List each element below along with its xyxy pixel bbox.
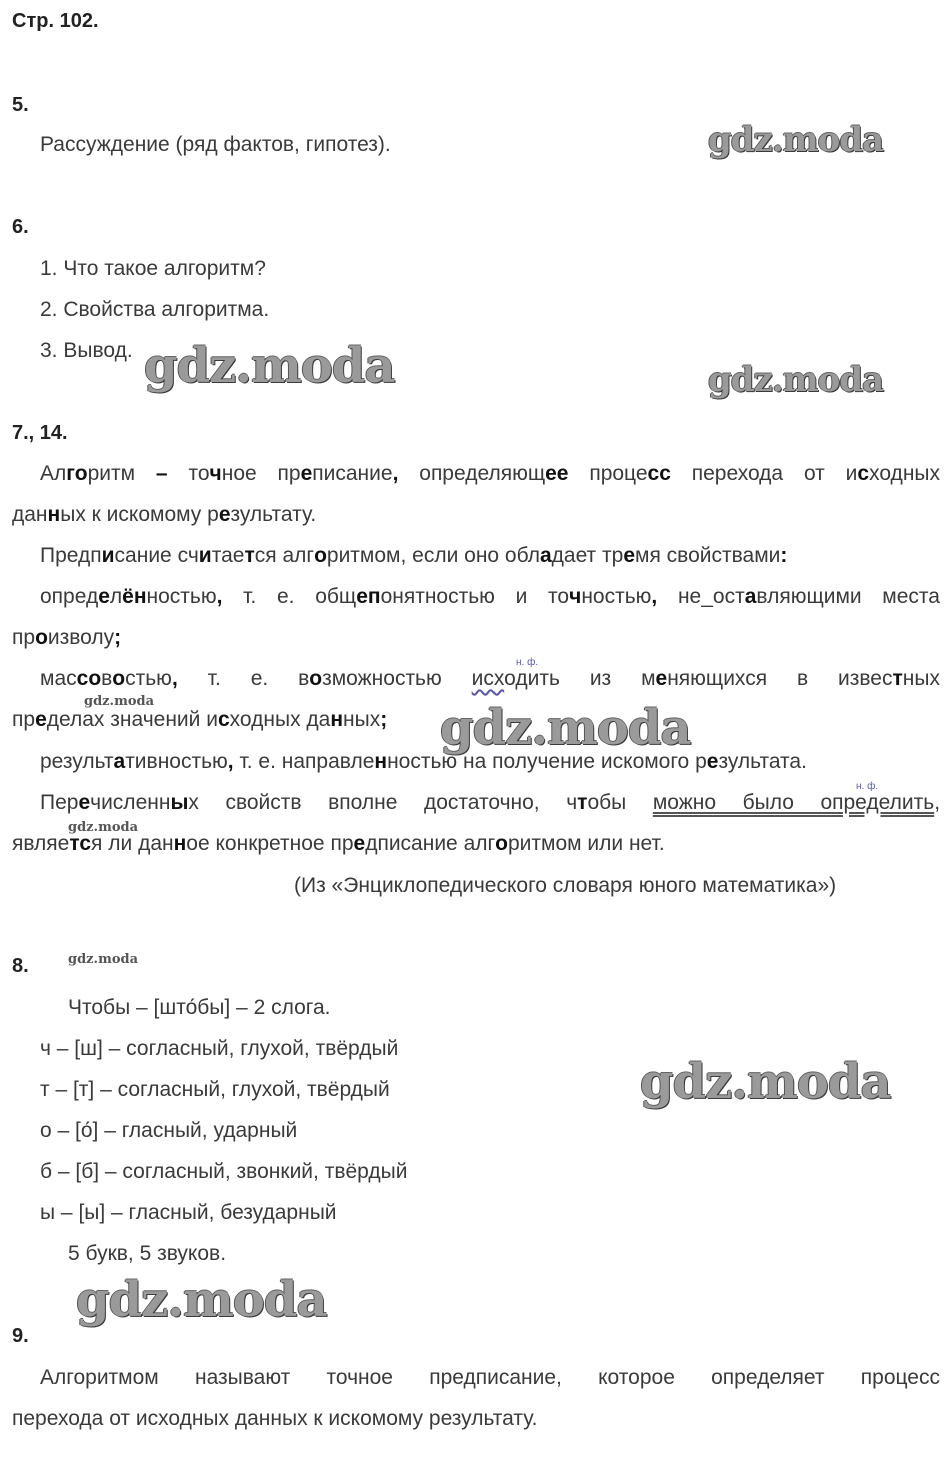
section-8-row: т – [т] – согласный, глухой, твёрдый <box>40 1078 390 1101</box>
section-7-paragraph-1-line-1: Алгоритм – точное преписание, определяющее процесс перехода от исходных <box>40 462 941 485</box>
section-7-paragraph-1-line-2: данных к искомому результату. <box>12 503 317 526</box>
section-8-row: б – [б] – согласный, звонкий, твёрдый <box>40 1160 408 1183</box>
section-7-paragraph-3-line-1: определённостью, т. е. общепонятностью и точностью, не_оставляющими места <box>40 585 940 608</box>
annotation-note: н. ф. <box>856 781 879 792</box>
section-9-number: 9. <box>12 1325 29 1347</box>
watermark-logo: gdz.moda <box>708 120 884 160</box>
section-6-item: 3. Вывод. <box>40 339 133 362</box>
watermark-logo: gdz.moda <box>708 360 884 400</box>
section-7-paragraph-6-line-1: Перечисленных свойств вполне достаточно, чтобы можно было определить, <box>40 791 941 814</box>
section-8-row: ы – [ы] – гласный, безударный <box>40 1201 337 1224</box>
section-6-item: 2. Свойства алгоритма. <box>40 298 270 321</box>
section-8-row: ч – [ш] – согласный, глухой, твёрдый <box>40 1037 399 1060</box>
section-7-paragraph-5: результативностью, т. е. направленностью на получение искомого результата. <box>40 750 807 773</box>
section-7-paragraph-6-line-2: является ли данное конкретное предписание алгоритмом или нет. <box>12 832 665 855</box>
section-6-item: 1. Что такое алгоритм? <box>40 257 266 280</box>
section-7-paragraph-3-line-2: произволу; <box>12 626 122 649</box>
annotation-note: н. ф. <box>516 657 539 668</box>
section-8-intro: Чтобы – [што́бы] – 2 слога. <box>68 996 331 1019</box>
section-8-number: 8. <box>12 955 29 977</box>
watermark-logo: gdz.moda <box>76 1272 327 1328</box>
section-8-row: о – [о́] – гласный, ударный <box>40 1119 298 1142</box>
page-title: Стр. 102. <box>12 10 99 32</box>
section-6-number: 6. <box>12 216 29 238</box>
watermark-logo: gdz.moda <box>68 952 139 967</box>
section-5-text: Рассуждение (ряд фактов, гипотез). <box>40 133 391 156</box>
section-9-line-1: Алгоритмом называют точное предписание, которое определяет процесс <box>40 1366 940 1389</box>
section-7-paragraph-2: Предписание считается алгоритмом, если оно обладает тремя свойствами: <box>40 544 788 567</box>
section-7-paragraph-4-line-1: массовостью, т. е. возможностью исходить из меняющихся в известных <box>40 667 940 690</box>
section-7-paragraph-4-line-2: пределах значений исходных данных; <box>12 708 388 731</box>
watermark-logo: gdz.moda <box>144 338 395 394</box>
section-8-summary: 5 букв, 5 звуков. <box>68 1242 227 1265</box>
watermark-logo: gdz.moda <box>68 820 139 835</box>
section-7-14-number: 7., 14. <box>12 422 68 444</box>
section-9-line-2: перехода от исходных данных к искомому результату. <box>12 1407 538 1430</box>
section-5-number: 5. <box>12 94 29 116</box>
watermark-logo: gdz.moda <box>640 1054 891 1110</box>
watermark-logo: gdz.moda <box>440 700 691 756</box>
section-7-source: (Из «Энциклопедического словаря юного математика») <box>294 874 837 897</box>
watermark-logo: gdz.moda <box>84 694 155 709</box>
